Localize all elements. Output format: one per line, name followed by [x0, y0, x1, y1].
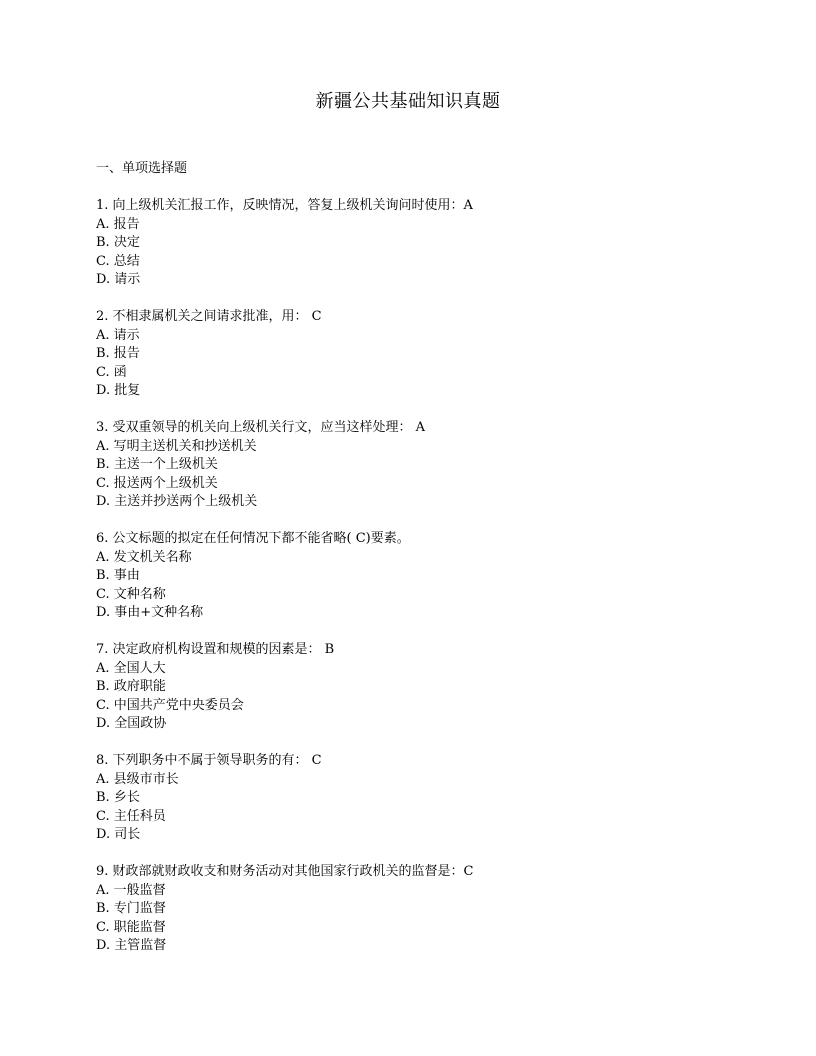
option-b: B. 乡长	[96, 790, 140, 805]
question-8	[96, 752, 736, 845]
option-b: B. 决定	[96, 235, 140, 250]
question-text: 8. 下列职务中不属于领导职务的有： C	[96, 753, 322, 768]
option-a: A. 写明主送机关和抄送机关	[96, 438, 257, 454]
question-text: 3. 受双重领导的机关向上级机关行文，应当这样处理： A	[96, 420, 426, 435]
question-1	[96, 197, 736, 290]
question-list	[96, 197, 736, 974]
option-a: A. 一般监督	[96, 882, 166, 898]
option-d: D. 全国政协	[96, 716, 167, 731]
option-b: B. 报告	[96, 346, 140, 361]
option-c: C. 中国共产党中央委员会	[96, 697, 244, 713]
question-2	[96, 308, 736, 401]
question-text: 1. 向上级机关汇报工作，反映情况，答复上级机关询问时使用：A	[96, 198, 473, 213]
option-d: D. 主送并抄送两个上级机关	[96, 494, 258, 509]
option-a: A. 县级市市长	[96, 771, 179, 787]
option-a: A. 报告	[96, 216, 140, 232]
option-d: D. 事由+文种名称	[96, 605, 204, 620]
option-a: A. 请示	[96, 327, 140, 343]
option-d: D. 主管监督	[96, 938, 167, 953]
option-d: D. 批复	[96, 383, 141, 398]
option-b: B. 主送一个上级机关	[96, 457, 218, 472]
option-b: B. 事由	[96, 568, 140, 583]
question-9	[96, 863, 736, 956]
option-c: C. 职能监督	[96, 919, 166, 935]
option-b: B. 专门监督	[96, 901, 166, 916]
question-3	[96, 419, 736, 512]
question-text: 6. 公文标题的拟定在任何情况下都不能省略( C)要素。	[96, 531, 410, 546]
option-c: C. 文种名称	[96, 586, 166, 602]
question-text: 9. 财政部就财政收支和财务活动对其他国家行政机关的监督是：C	[96, 864, 474, 879]
question-7	[96, 641, 736, 734]
option-d: D. 司长	[96, 827, 141, 842]
question-text: 2. 不相隶属机关之间请求批准，用： C	[96, 309, 322, 324]
option-c: C. 总结	[96, 253, 140, 269]
option-b: B. 政府职能	[96, 679, 166, 694]
question-6	[96, 530, 736, 623]
option-d: D. 请示	[96, 272, 141, 287]
option-a: A. 全国人大	[96, 660, 166, 676]
question-text: 7. 决定政府机构设置和规模的因素是： B	[96, 642, 335, 657]
option-c: C. 报送两个上级机关	[96, 475, 218, 491]
document-title: 新疆公共基础知识真题	[315, 91, 501, 112]
option-c: C. 函	[96, 364, 127, 380]
option-c: C. 主任科员	[96, 808, 166, 824]
section-heading: 一、单项选择题	[96, 161, 188, 176]
option-a: A. 发文机关名称	[96, 549, 192, 565]
